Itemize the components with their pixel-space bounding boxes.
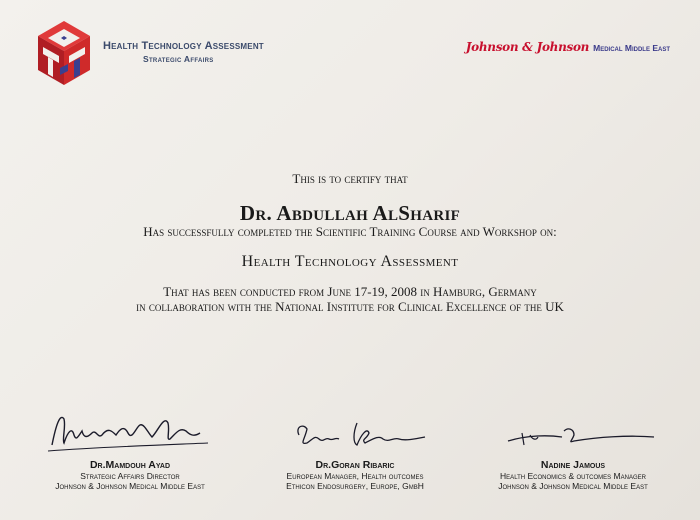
hta-cube-logo [36, 19, 92, 87]
signatory-1-name: Dr.Mamdouh Ayad [89, 459, 171, 471]
completion-statement: Has successfully completed the Scientific Training Course and Workshop on: [143, 224, 557, 239]
signatory-2-name: Dr.Goran Ribaric [315, 459, 395, 471]
sponsor-brand: Johnson & Johnson [465, 40, 590, 54]
signature-3 [478, 405, 668, 457]
collaboration-statement: in collaboration with the National Institute for Clinical Excellence of the UK [136, 299, 564, 314]
organization-block [103, 40, 264, 64]
organization-name: Health Technology Assessment [103, 40, 264, 52]
signatory-2-title: European Manager, Health outcomes [286, 471, 424, 481]
conducted-statement: That has been conducted from June 17-19, 2008 in Hamburg, Germany [163, 284, 537, 299]
signatory-3-organization: Johnson & Johnson Medical Middle East [498, 481, 648, 491]
signatory-1 [30, 405, 230, 491]
certify-intro: This is to certify that [292, 171, 408, 186]
signatory-1-title: Strategic Affairs Director [80, 471, 180, 481]
sponsor-block [466, 40, 670, 54]
signatory-1-organization: Johnson & Johnson Medical Middle East [55, 481, 205, 491]
signatory-3-name: Nadine Jamous [540, 459, 606, 471]
course-title: Health Technology Assessment [241, 253, 459, 270]
signature-2 [265, 405, 445, 457]
organization-department: Strategic Affairs [143, 54, 214, 64]
signatory-3-title: Health Economics & outcomes Manager [500, 471, 646, 481]
signatory-2 [255, 405, 455, 491]
signature-1 [40, 405, 220, 457]
signatory-3 [468, 405, 678, 491]
sponsor-division: Medical Middle East [593, 43, 670, 53]
recipient-name: Dr. Abdullah AlSharif [239, 201, 461, 225]
signatory-2-organization: Ethicon Endosurgery, Europe, GmbH [286, 481, 424, 491]
